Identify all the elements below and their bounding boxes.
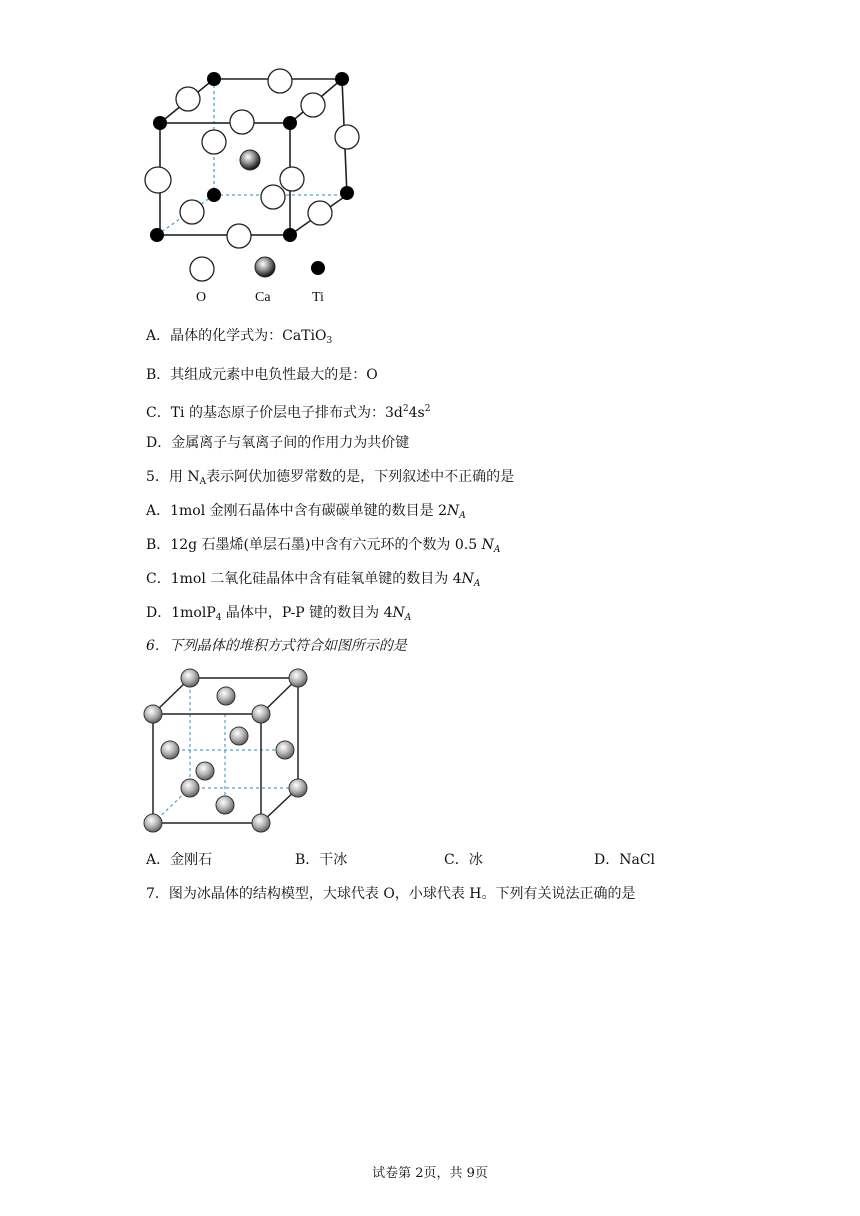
q4-option-d: D．金属离子与氧离子间的作用力为共价键: [146, 435, 410, 451]
q5-option-b: B．12g 石墨烯(单层石墨)中含有六元环的个数为 0.5 $N_A$: [146, 537, 501, 555]
q5-stem: 5．用 $N_A$表示阿伏加德罗常数的是，下列叙述中不正确的是: [146, 469, 515, 487]
q5-option-d: D．1molP$_4$ 晶体中，P-P 键的数目为 $4N_A$: [146, 605, 412, 623]
legend-label-ca: Ca: [255, 290, 271, 305]
q5-option-a: A．1mol 金刚石晶体中含有碳碳单键的数目是 $2N_A$: [146, 503, 466, 521]
q6-option-c: C．冰: [444, 852, 483, 868]
q4-option-a: A．晶体的化学式为：CaTiO$_3$: [146, 328, 333, 346]
legend-label-o: O: [196, 290, 207, 305]
fcc-cell-figure: [140, 668, 320, 838]
calcium-atom: [240, 150, 260, 170]
q6-option-b: B．干冰: [295, 852, 348, 868]
q4-option-c: C．Ti 的基态原子价层电子排布式为：$3d^24s^2$: [146, 404, 431, 421]
q4-option-b: B．其组成元素中电负性最大的是：O: [146, 367, 378, 383]
page-footer: 试卷第 2页，共 9页: [372, 1166, 488, 1181]
legend-calcium-symbol: [255, 257, 275, 277]
q6-stem: 6．下列晶体的堆积方式符合如图所示的是: [146, 638, 407, 654]
legend-titanium-symbol: [311, 261, 325, 275]
legend-oxygen-symbol: [190, 257, 214, 281]
q7-stem: 7．图为冰晶体的结构模型，大球代表 O，小球代表 H。下列有关说法正确的是: [146, 886, 636, 902]
q5-option-c: C．1mol 二氧化硅晶体中含有硅氧单键的数目为 $4N_A$: [146, 571, 481, 589]
q6-option-a: A．金刚石: [146, 852, 213, 868]
legend-label-ti: Ti: [312, 290, 324, 305]
q6-option-d: D．NaCl: [594, 852, 656, 868]
perovskite-cell-figure: [140, 65, 370, 315]
